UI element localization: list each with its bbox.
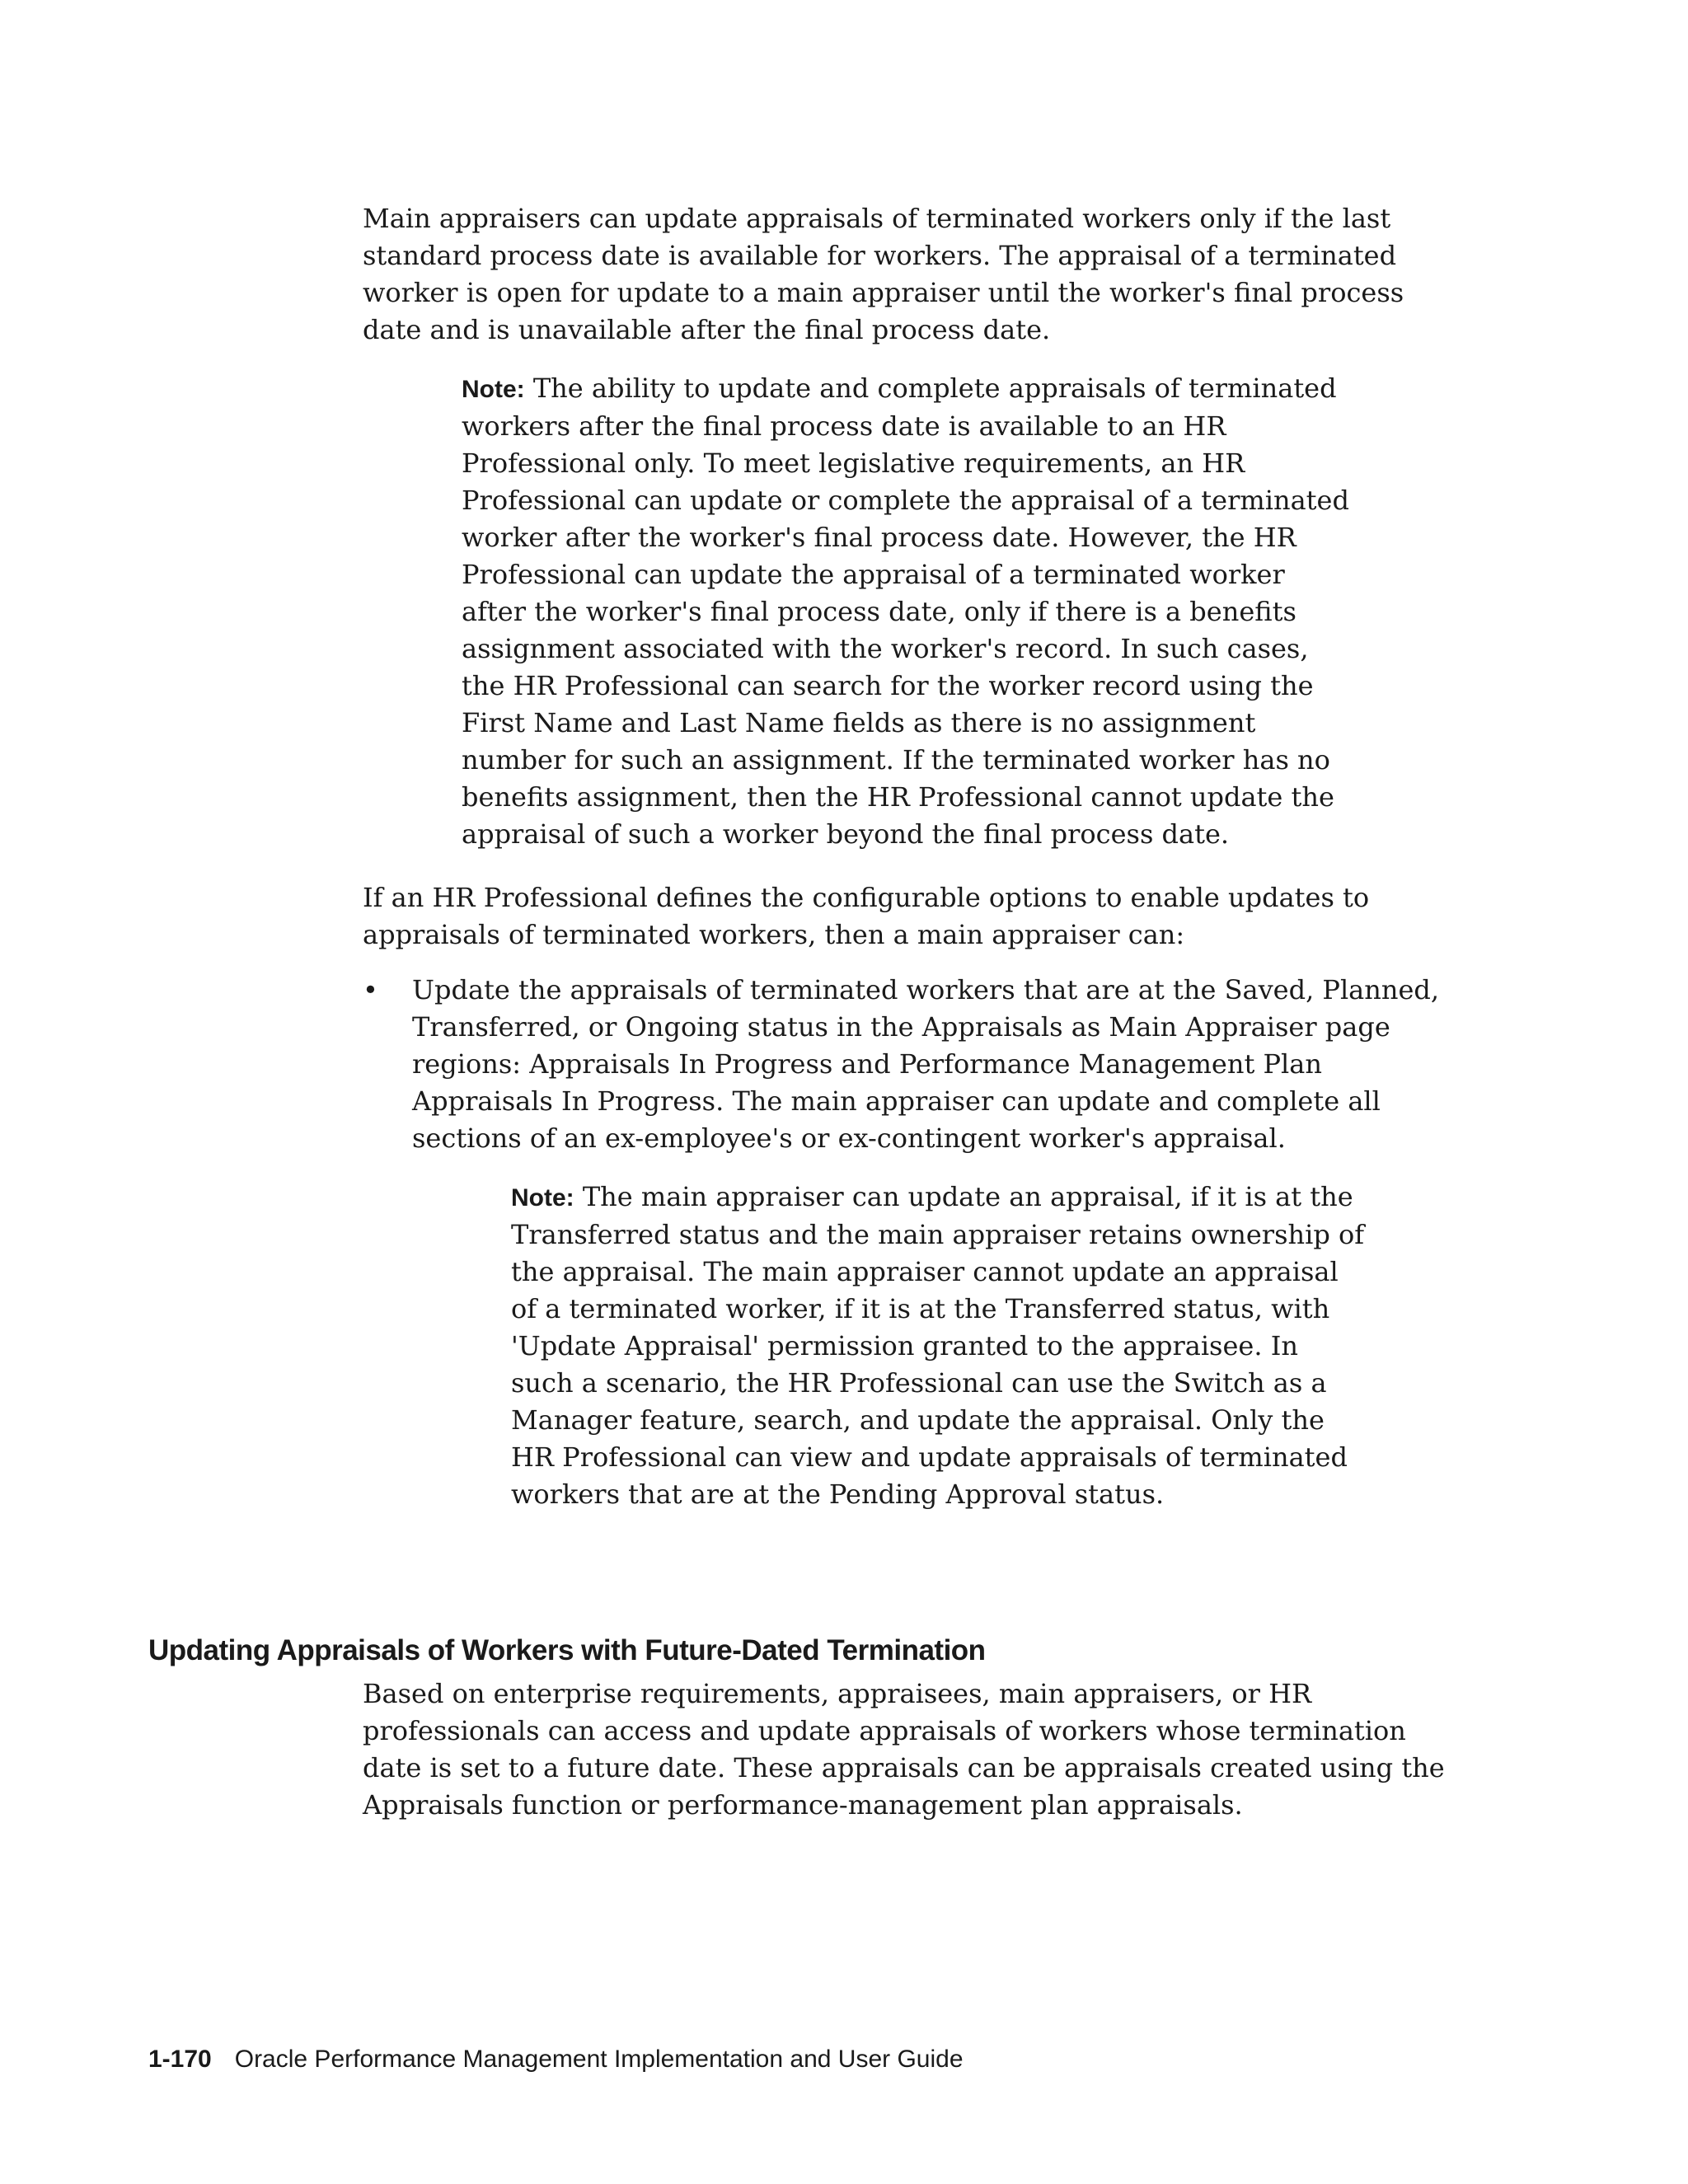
page-number: 1-170 xyxy=(148,2046,212,2073)
note-hr-professional xyxy=(462,370,1352,853)
book-title: Oracle Performance Management Implementation and User Guide xyxy=(234,2046,964,2073)
body-paragraph-future-dated: Based on enterprise requirements, appraisees, main appraisers, or HR professionals can access and update appraisals of workers whose termination date is set to a future date. These appraisals can be appraisals created using the Appraisals function or performance-management plan appraisals. xyxy=(363,1678,1445,1821)
note-label: Note: xyxy=(511,1184,574,1212)
body-paragraph-terminated-workers: Main appraisers can update appraisals of terminated workers only if the last standard process date is available for workers. The appraisal of a terminated worker is open for update to a main appraiser until the worker's final process date and is unavailable after the final process date. xyxy=(363,203,1404,345)
body-paragraph-configurable-options: If an HR Professional defines the configurable options to enable updates to appraisals of terminated workers, then a main appraiser can: xyxy=(363,882,1370,950)
list-item xyxy=(363,972,1451,1157)
bullet-list xyxy=(363,972,1451,1157)
note-transferred-status xyxy=(511,1179,1368,1513)
bullet-icon: • xyxy=(363,974,378,1005)
note-label: Note: xyxy=(462,376,525,403)
note-text: The ability to update and complete appraisals of terminated workers after the final process date is available to an HR Professional only. To meet legislative requirements, an HR Professional can update or complete the appraisal of a terminated worker after the worker's final process date. However, the HR Professional can update the appraisal of a terminated worker after the worker's final process date, only if there is a benefits assignment associated with the worker's record. In such cases, the HR Professional can search for the worker record using the First Name and Last Name fields as there is no assignment number for such an assignment. If the terminated worker has no benefits assignment, then the HR Professional cannot update the appraisal of such a worker beyond the final process date. xyxy=(462,373,1349,850)
page-footer xyxy=(148,2045,964,2074)
note-text: The main appraiser can update an appraisal, if it is at the Transferred status and the main appraiser retains ownership of the appraisal. The main appraiser cannot update an appraisal of a terminated worker, if it is at the Transferred status, with 'Update Appraisal' permission granted to the appraisee. In such a scenario, the HR Professional can use the Switch as a Manager feature, search, and update the appraisal. Only the HR Professional can view and update appraisals of terminated workers that are at the Pending Approval status. xyxy=(511,1181,1365,1510)
section-heading: Updating Appraisals of Workers with Future-Dated Termination xyxy=(148,1634,986,1666)
list-item-text: Update the appraisals of terminated workers that are at the Saved, Planned, Transferred, or Ongoing status in the Appraisals as Main Appraiser page regions: Appraisals In Progress and Performance Management Plan Appraisals In Progress. The main appraiser can update and complete all sections of an ex-employee's or ex-contingent worker's appraisal. xyxy=(412,974,1440,1154)
